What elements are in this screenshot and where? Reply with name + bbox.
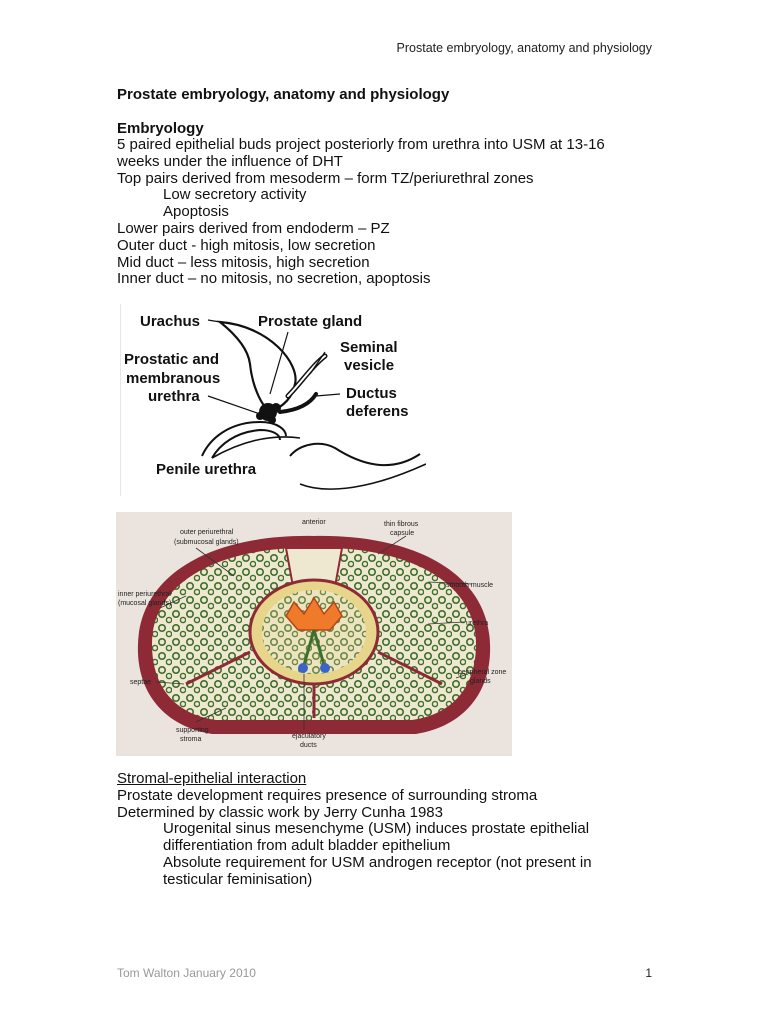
label-glands: glands: [470, 678, 491, 685]
text-line-indented: Low secretory activity: [163, 186, 307, 204]
label-peripheral-zone: peripheral zone: [458, 669, 507, 676]
ejaculatory-duct-right: [320, 663, 330, 673]
page-number: 1: [645, 966, 652, 980]
text-line-indented: Absolute requirement for USM androgen receptor (not present in: [163, 853, 592, 871]
text-line-indented: differentiation from adult bladder epithelium: [163, 837, 451, 855]
label-outer-periurethral: outer periurethral: [180, 529, 234, 536]
text-line: Determined by classic work by Jerry Cunha 1983: [117, 803, 443, 821]
label-mucosal-glands: (mucosal glands): [118, 600, 172, 607]
label-inner-periurethral: inner periurethral: [118, 591, 171, 598]
text-line: weeks under the influence of DHT: [117, 152, 343, 170]
ejaculatory-duct-left: [298, 663, 308, 673]
label-submucosal-glands: (submucosal glands): [174, 539, 239, 546]
label-seminal: Seminal: [340, 339, 398, 356]
label-deferens: deferens: [346, 403, 409, 420]
text-line: Prostate development requires presence of surrounding stroma: [117, 786, 538, 804]
label-urethra: urethra: [148, 388, 200, 405]
label-prostatic-and: Prostatic and: [124, 351, 220, 368]
text-line-indented: Apoptosis: [163, 203, 229, 221]
label-capsule: capsule: [390, 530, 415, 537]
urethra: [286, 598, 342, 630]
label-membranous: membranous: [126, 370, 221, 387]
text-line: Outer duct - high mitosis, low secretion: [117, 236, 376, 254]
running-header: Prostate embryology, anatomy and physiology: [396, 41, 652, 55]
label-thin-fibrous: thin fibrous: [384, 521, 419, 528]
document-title: Prostate embryology, anatomy and physiology: [117, 86, 450, 103]
label-prostate-gland: Prostate gland: [258, 313, 363, 330]
label-anterior: anterior: [302, 519, 326, 526]
label-supporting: supporting: [176, 727, 209, 734]
text-line: Top pairs derived from mesoderm – form TZ/periurethral zones: [117, 169, 534, 187]
figure-urogenital-diagram: [120, 304, 426, 496]
text-line: Lower pairs derived from endoderm – PZ: [117, 219, 390, 237]
label-ductus: Ductus: [346, 385, 397, 402]
text-line: 5 paired epithelial buds project posteriorly from urethra into USM at 13-16: [117, 136, 605, 153]
text-line: Inner duct – no mitosis, no secretion, apoptosis: [117, 270, 431, 288]
label-ejaculatory: ejaculatory: [292, 733, 326, 740]
section-heading-stromal: Stromal-epithelial interaction: [117, 770, 307, 787]
embryology-text: [117, 137, 677, 288]
label-septae: septae: [130, 679, 152, 686]
figure-prostate-cross-section: [116, 512, 512, 756]
label-urachus: Urachus: [140, 313, 201, 330]
label-ducts: ducts: [300, 742, 317, 749]
text-line-indented: testicular feminisation): [163, 870, 313, 888]
text-line-indented: Urogenital sinus mesenchyme (USM) induces prostate epithelial: [163, 820, 590, 838]
label-penile-urethra: Penile urethra: [156, 461, 257, 478]
footer-author-date: Tom Walton January 2010: [117, 966, 256, 980]
label-smooth-muscle: smooth muscle: [446, 582, 494, 589]
text-line: Mid duct – less mitosis, high secretion: [117, 253, 370, 271]
label-urethra: urethra: [466, 620, 489, 627]
section-heading-embryology: Embryology: [117, 120, 204, 137]
label-stroma: stroma: [180, 736, 202, 743]
label-vesicle: vesicle: [344, 357, 395, 374]
stromal-section: [117, 771, 677, 889]
